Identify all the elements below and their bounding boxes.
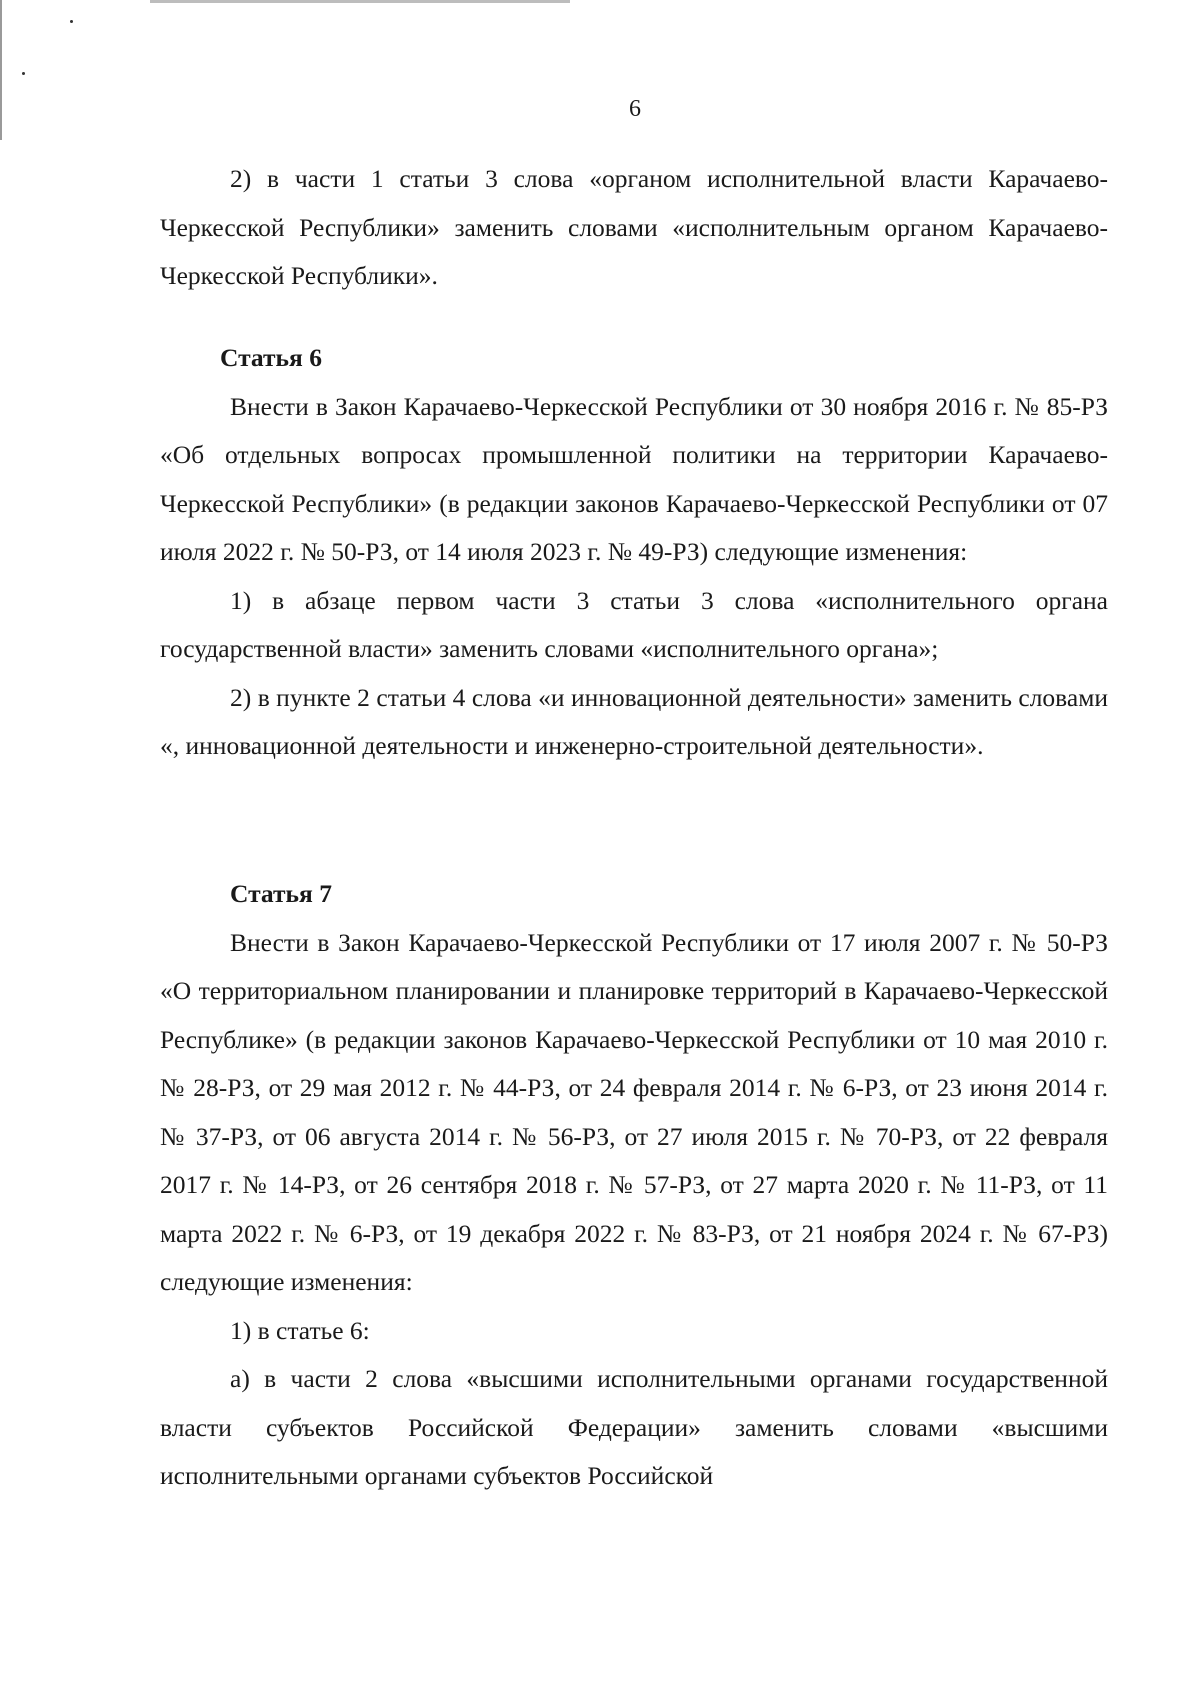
scan-speck xyxy=(70,20,73,23)
article-7-item-a: а) в части 2 слова «высшими исполнительными органами государственной власти субъектов Российской Федерации» заменить словами «высшими исполнительными органами субъектов Российской xyxy=(160,1364,1108,1490)
article-7-section xyxy=(160,870,1108,1501)
article-6-item-1: 1) в абзаце первом части 3 статьи 3 слова «исполнительного органа государственной власти» заменить словами «исполнительного органа»; xyxy=(160,585,1108,663)
intro-item-2: 2) в части 1 статьи 3 слова «органом исполнительной власти Карачаево-Черкесской Республики» заменить словами «исполнительным органом Карачаево-Черкесской Республики». xyxy=(160,164,1108,290)
article-6-title: Статья 6 xyxy=(220,343,322,372)
article-7-item-1: 1) в статье 6: xyxy=(230,1315,370,1345)
scan-speck xyxy=(22,72,25,75)
article-7-title: Статья 7 xyxy=(230,879,332,908)
scan-edge-top xyxy=(150,0,570,3)
article-6-item-2: 2) в пункте 2 статьи 4 слова «и инновационной деятельности» заменить словами «, инновационной деятельности и инженерно-строительной деятельности». xyxy=(160,682,1108,760)
intro-section xyxy=(160,155,1108,301)
page-number: 6 xyxy=(629,96,641,122)
article-6-body: Внести в Закон Карачаево-Черкесской Республики от 30 ноября 2016 г. № 85-РЗ «Об отдельных вопросах промышленной политики на территории Карачаево-Черкесской Республики» (в редакции законов Карачаево-Черкесской Республики от 07 июля 2022 г. № 50-РЗ, от 14 июля 2023 г. № 49-РЗ) следующие изменения: xyxy=(160,391,1108,566)
article-7-body: Внести в Закон Карачаево-Черкесской Республики от 17 июля 2007 г. № 50-РЗ «О территориальном планировании и планировке территорий в Карачаево-Черкесской Республике» (в редакции законов Карачаево-Черкесской Республики от 10 мая 2010 г. № 28-РЗ, от 29 мая 2012 г. № 44-РЗ, от 24 февраля 2014 г. № 6-РЗ, от 23 июня 2014 г. № 37-РЗ, от 06 августа 2014 г. № 56-РЗ, от 27 июля 2015 г. № 70-РЗ, от 22 февраля 2017 г. № 14-РЗ, от 26 сентября 2018 г. № 57-РЗ, от 27 марта 2020 г. № 11-РЗ, от 11 марта 2022 г. № 6-РЗ, от 19 декабря 2022 г. № 83-РЗ, от 21 ноября 2024 г. № 67-РЗ) следующие изменения: xyxy=(160,927,1108,1296)
article-6-section xyxy=(160,334,1108,771)
